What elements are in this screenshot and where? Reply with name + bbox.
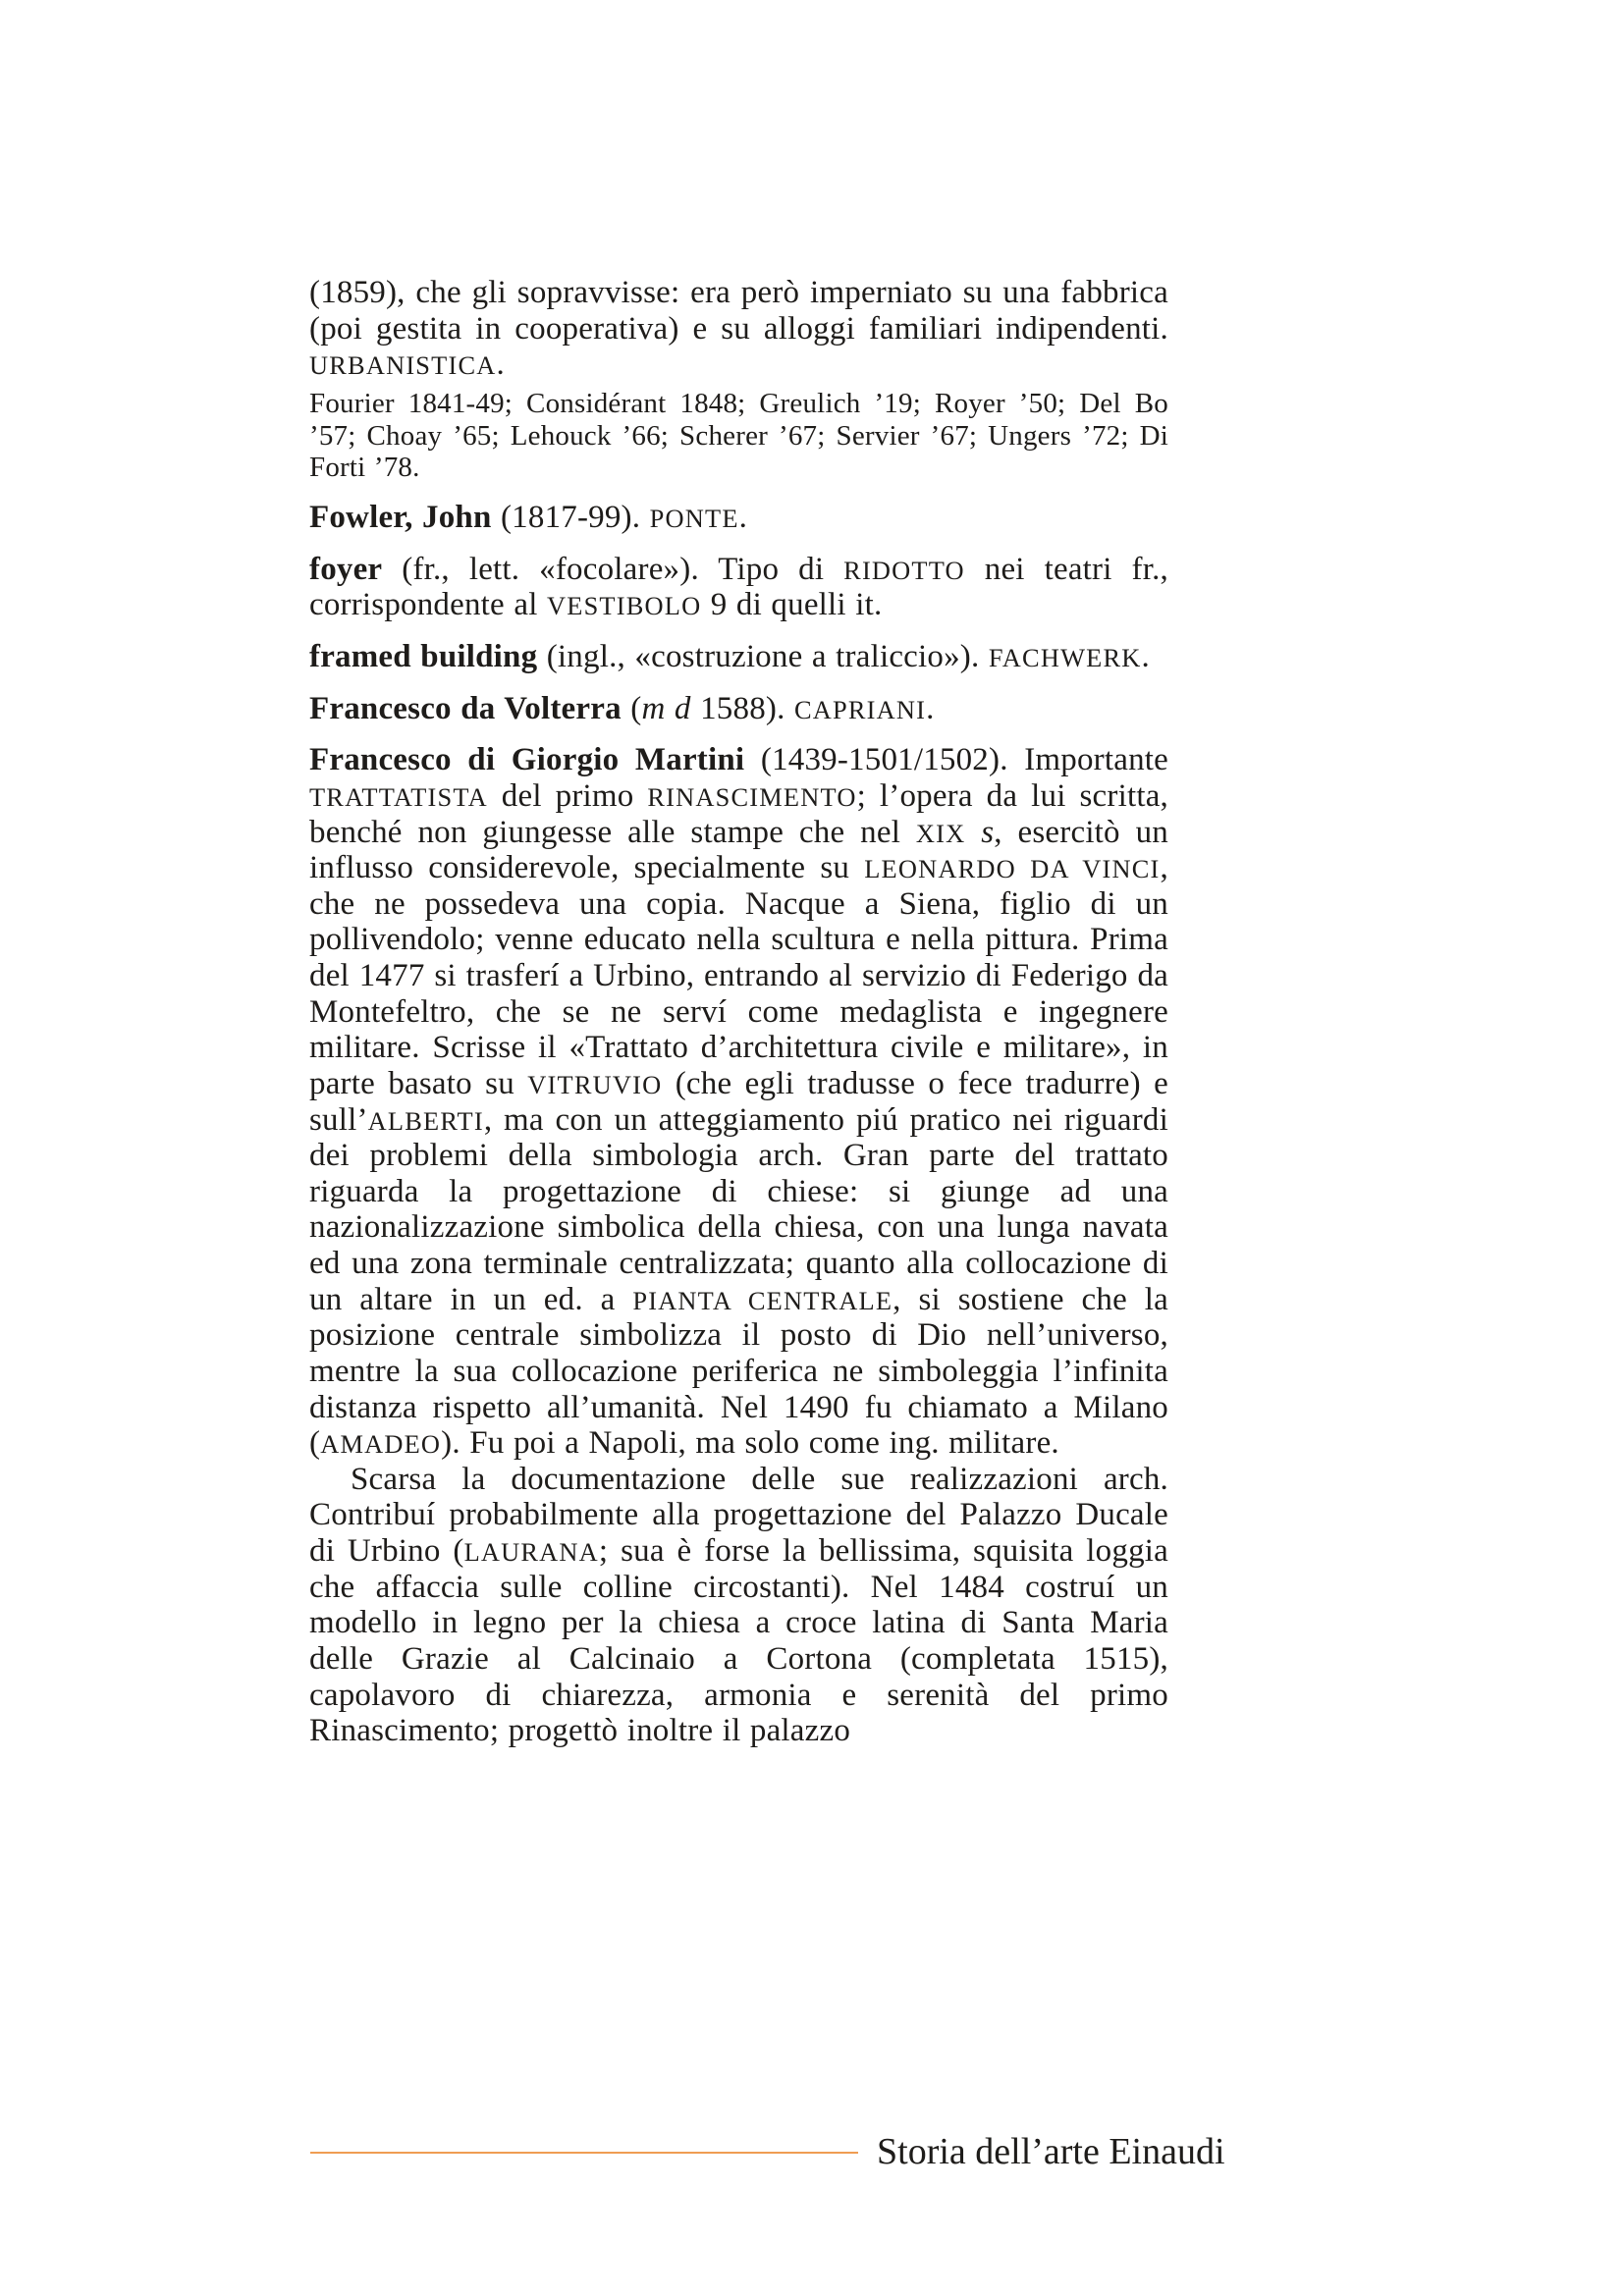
text-run: , esercitò un influsso considerevole, specialmente su [309, 814, 1168, 886]
imprint-title: Storia dell’arte Einaudi [877, 2131, 1225, 2172]
italic-text: s [981, 814, 995, 850]
text-run: (1817-99). [491, 500, 650, 536]
text-run: nei teatri fr., corrispondente al [309, 551, 1168, 623]
text-run: (1439-1501/1502). Importante [744, 742, 1168, 778]
entry-headword: foyer [309, 551, 383, 587]
text-run: ; l’opera da lui scritta, benché non giungesse alle stampe che nel [309, 777, 1168, 850]
entry-paragraph [309, 500, 1168, 536]
cross-reference: TRATTATISTA [309, 781, 488, 812]
dictionary-column [309, 275, 1168, 1749]
text-run: . [926, 690, 935, 726]
entry-paragraph [309, 691, 1168, 727]
entry-paragraph [309, 275, 1168, 383]
entry-paragraph [309, 742, 1168, 1462]
italic-text: m d [641, 690, 691, 726]
entry-headword: Francesco da Volterra [309, 690, 622, 726]
text-run: 9 di quelli it. [701, 587, 883, 623]
text-run: (fr., lett. «focolare»). Tipo di [382, 551, 844, 587]
bibliography-paragraph [309, 388, 1168, 484]
cross-reference: LEONARDO DA VINCI [864, 854, 1161, 884]
text-run: , che ne possedeva una copia. Nacque a Siena, figlio di un pollivendolo; venne educato nella scultura e nella pittura. Prima del 1477 si trasferí a Urbino, entrando al servizio di Federigo da Montefeltro, che se ne serví come medaglista e ingegnere militare. Scrisse il «Trattato d’architettura civile e militare», in parte basato su [309, 850, 1168, 1101]
cross-reference: VESTIBOLO [547, 591, 702, 621]
text-run: . [738, 500, 748, 536]
cross-reference: RIDOTTO [843, 555, 965, 585]
cross-reference: RINASCIMENTO [647, 781, 857, 812]
text-run: , si sostiene che la posizione centrale simbolizza il posto di Dio nell’universo, mentre la sua collocazione periferica ne simboleggia l’infinita distanza rispetto all’umanità. Nel 1490 fu chiamato a Milano ( [309, 1281, 1168, 1462]
cross-reference: ALBERTI [367, 1105, 484, 1136]
cross-reference: VITRUVIO [527, 1069, 663, 1099]
entry-headword: Francesco di Giorgio Martini [309, 742, 745, 778]
cross-reference: CAPRIANI [793, 694, 927, 724]
text-run: . [496, 347, 505, 383]
text-run: , ma con un atteggiamento piú pratico nei riguardi dei problemi della simbologia arch. Gran parte del trattato riguarda la progettazione di chiese: si giunge ad una nazionalizzazione simbolica della chiesa, con una lunga navata ed una zona terminale centralizzata; quanto alla collocazione di un altare in un ed. a [309, 1101, 1168, 1317]
text-run: 1588). [690, 690, 794, 726]
cross-reference: URBANISTICA [309, 350, 497, 381]
text-run: Scarsa la documentazione delle sue realizzazioni arch. Contribuí probabilmente alla progettazione del Palazzo Ducale di Urbino ( [309, 1461, 1168, 1570]
cross-reference: PONTE [649, 504, 739, 534]
cross-reference: XIX [915, 818, 966, 848]
text-run: Fourier 1841-49; Considérant 1848; Greulich ’19; Royer ’50; Del Bo ’57; Choay ’65; Lehouck ’66; Scherer ’67; Servier ’67; Ungers ’72; Di Forti ’78. [309, 387, 1168, 484]
text-run: ). Fu poi a Napoli, ma solo come ing. militare. [441, 1425, 1059, 1462]
text-run: ( [621, 690, 642, 726]
cross-reference: LAURANA [463, 1537, 599, 1568]
text-run: (ingl., «costruzione a traliccio»). [537, 639, 989, 675]
text-run: ; sua è forse la bellissima, squisita loggia che affaccia sulle colline circostanti). Nel 1484 costruí un modello in legno per la chiesa a croce latina di Santa Maria delle Grazie al Calcinaio a Cortona (completata 1515), capolavoro di chiarezza, armonia e serenità del primo Rinascimento; progettò inoltre il palazzo [309, 1533, 1168, 1749]
entry-paragraph [309, 1462, 1168, 1749]
footer-rule [310, 2152, 858, 2154]
entry-headword: framed building [309, 639, 538, 675]
entry-headword: Fowler, John [309, 500, 492, 536]
entry-paragraph [309, 639, 1168, 675]
cross-reference: PIANTA CENTRALE [632, 1285, 893, 1315]
entry-paragraph [309, 552, 1168, 623]
cross-reference: AMADEO [320, 1429, 442, 1460]
text-run [965, 815, 981, 850]
cross-reference: FACHWERK [988, 643, 1142, 673]
text-run: (che egli tradusse o fece tradurre) e sull’ [309, 1065, 1168, 1138]
text-run: . [1141, 639, 1150, 675]
text-run: del primo [487, 777, 648, 814]
text-run: (1859), che gli sopravvisse: era però imperniato su una fabbrica (poi gestita in cooperativa) e su alloggi familiari indipendenti. [309, 275, 1168, 347]
